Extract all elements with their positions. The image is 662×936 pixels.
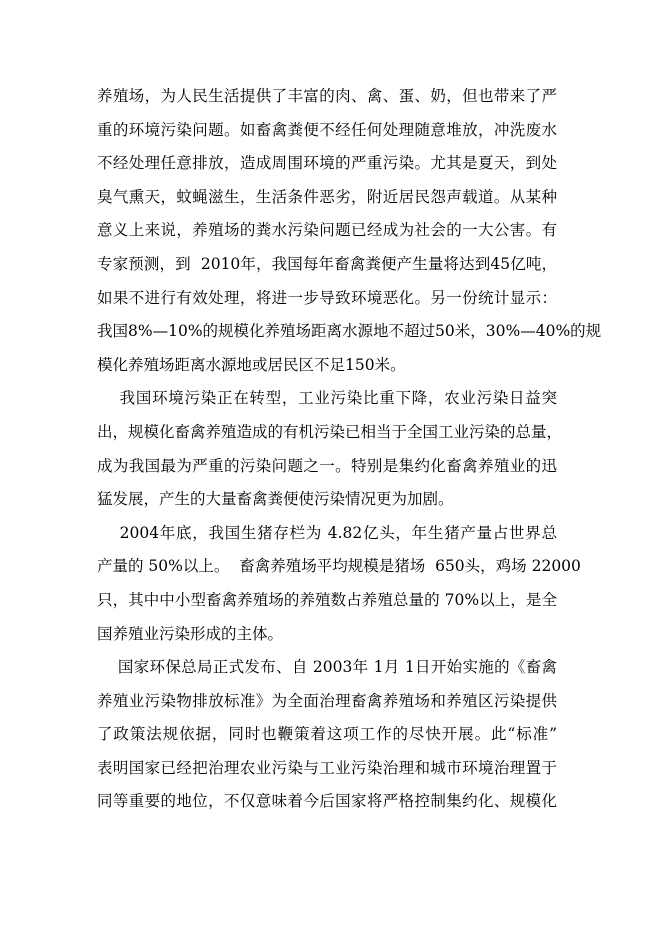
text-line: 国养殖业污染形成的主体。	[97, 624, 284, 643]
text-line: 如果不进行有效处理，将进一步导致环境恶化。另一份统计显示：	[97, 288, 557, 307]
text-line: 重的环境污染问题。如畜禽粪便不经任何处理随意堆放，冲洗废水	[97, 120, 557, 139]
text-line: 专家预测，到 2010年，我国每年畜禽粪便产生量将达到45亿吨，	[97, 254, 557, 273]
text-line: 不经处理任意排放，造成周围环境的严重污染。尤其是夏天，到处	[97, 154, 557, 173]
text-line: 养殖场，为人民生活提供了丰富的肉、禽、蛋、奶，但也带来了严	[97, 87, 557, 105]
text-line: 国家环保总局正式发布、自 2003年 1月 1日开始实施的《畜禽	[97, 658, 557, 677]
text-line: 只，其中中小型畜禽养殖场的养殖数占养殖总量的 70%以上，是全	[97, 590, 557, 609]
text-line: 表明国家已经把治理农业污染与工业污染治理和城市环境治理置于	[97, 758, 557, 777]
text-line: 同等重要的地位，不仅意味着今后国家将严格控制集约化、规模化	[97, 792, 557, 811]
text-line: 猛发展，产生的大量畜禽粪便使污染情况更为加剧。	[97, 490, 454, 509]
paragraph-2	[97, 382, 563, 516]
text-line: 意义上来说，养殖场的粪水污染问题已经成为社会的一大公害。有	[97, 221, 557, 240]
text-line: 了政策法规依据，同时也鞭策着这项工作的尽快开展。此“标准”	[97, 725, 557, 744]
text-line: 产量的 50%以上。 畜禽养殖场平均规模是猪场 650头，鸡场 22000	[97, 557, 581, 576]
paragraph-4	[97, 651, 557, 819]
text-line: 我国环境污染正在转型，工业污染比重下降，农业污染日益突	[97, 389, 557, 408]
text-line: 养殖业污染物排放标准》为全面治理畜禽养殖场和养殖区污染提供	[97, 691, 557, 710]
text-line: 成为我国最为严重的污染问题之一。特别是集约化畜禽养殖业的迅	[97, 456, 557, 475]
paragraph-1	[97, 80, 602, 382]
text-line: 模化养殖场距离水源地或居民区不足150米。	[97, 355, 406, 374]
text-line: 臭气熏天，蚊蝇滋生，生活条件恶劣，附近居民怨声载道。从某种	[97, 187, 557, 206]
paragraph-3	[97, 517, 581, 651]
body-text	[97, 80, 602, 819]
text-line: 2004年底，我国生猪存栏为 4.82亿头，年生猪产量占世界总	[97, 523, 557, 542]
text-line: 我国8%—10%的规模化养殖场距离水源地不超过50米，30%—40%的规	[97, 322, 602, 341]
text-line: 出，规模化畜禽养殖造成的有机污染已相当于全国工业污染的总量，	[97, 422, 563, 441]
